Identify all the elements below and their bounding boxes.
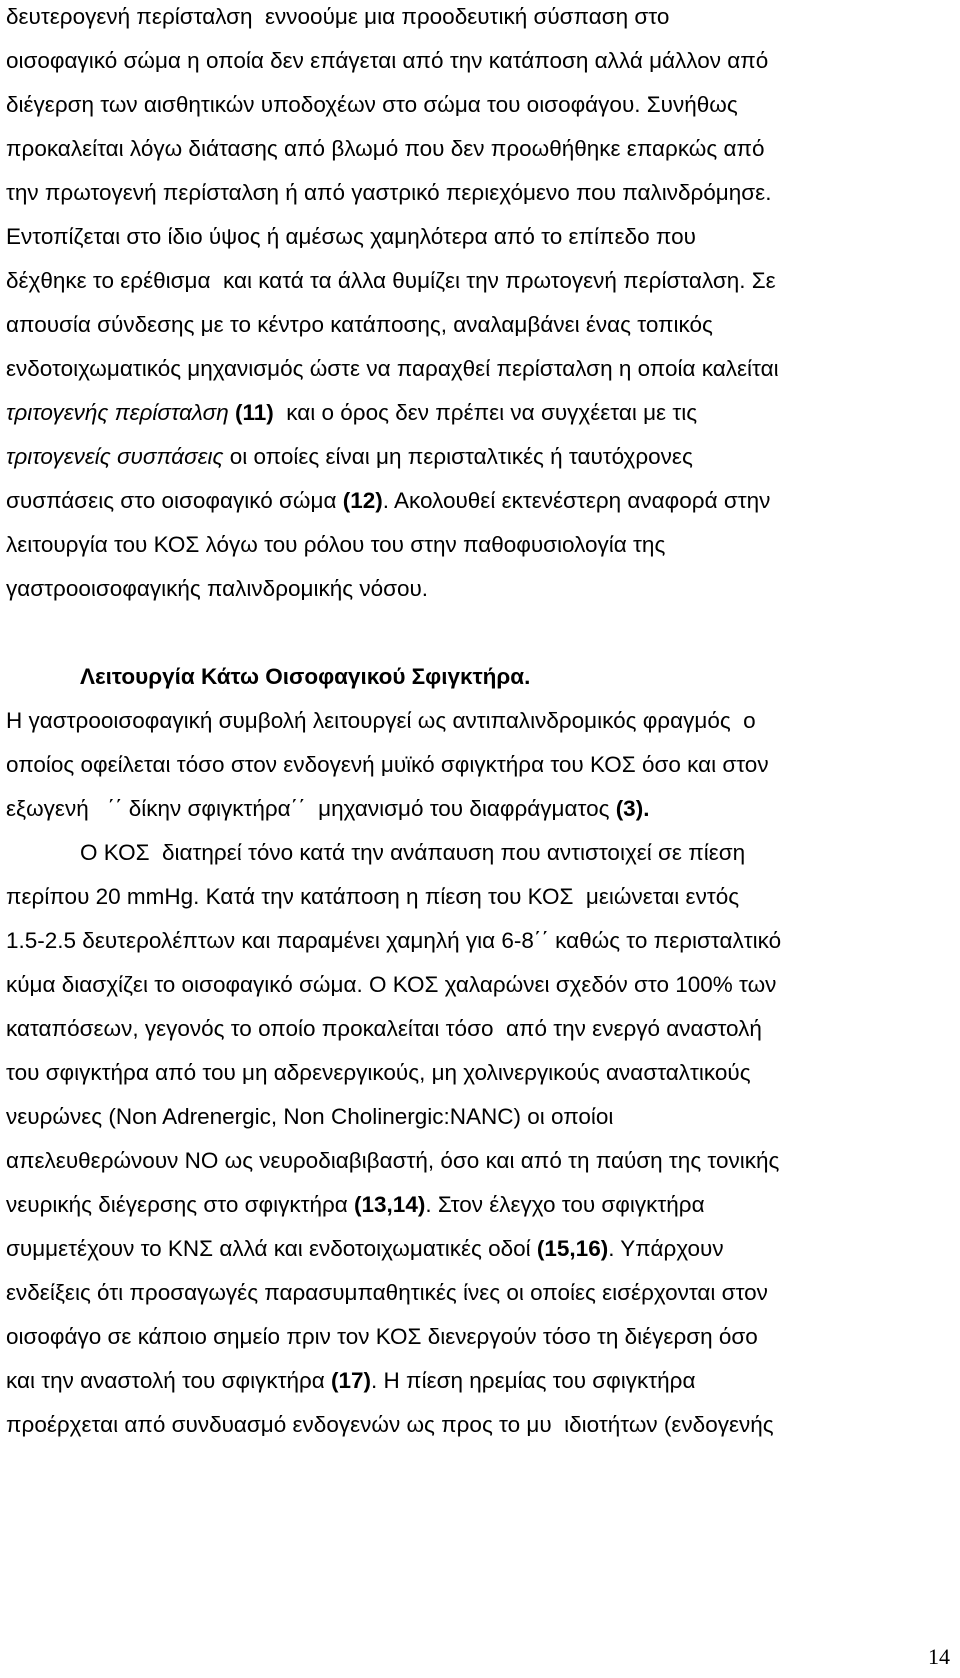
- text-line: [6, 1234, 956, 1264]
- text-line: ενδοτοιχωματικός μηχανισμός ώστε να παραχθεί περίσταλση η οποία καλείται: [6, 356, 779, 381]
- text-segment: .: [643, 796, 650, 821]
- text-line: απουσία σύνδεσης με το κέντρο κατάποσης, αναλαμβάνει ένας τοπικός: [6, 312, 713, 337]
- text-segment: και την αναστολή του σφιγκτήρα: [6, 1368, 332, 1393]
- reference-citation: (13,14): [354, 1192, 426, 1217]
- text-line: οποίος οφείλεται τόσο στον ενδογενή μυϊκό σφιγκτήρα του ΚΟΣ όσο και στον: [6, 752, 769, 777]
- page-number: 14: [928, 1644, 950, 1669]
- text-segment: και ο όρος δεν πρέπει να συγχέεται με τις: [273, 400, 698, 425]
- text-line: δευτερογενή περίσταλση εννοούμε μια προοδευτική σύσπαση στο: [6, 4, 670, 29]
- text-line: 1.5-2.5 δευτερολέπτων και παραμένει χαμηλή για 6-8΄΄ καθώς το περισταλτικό: [6, 928, 782, 953]
- text-line: [6, 486, 956, 516]
- text-line: οισοφαγικό σώμα η οποία δεν επάγεται από την κατάποση αλλά μάλλον από: [6, 48, 769, 73]
- reference-citation: (15,16): [536, 1236, 609, 1261]
- italic-term: τριτογενής περίσταλση: [6, 400, 229, 425]
- text-line: [6, 1190, 956, 1220]
- text-line: [6, 794, 956, 824]
- text-line: λειτουργία του ΚΟΣ λόγω του ρόλου του στην παθοφυσιολογία της: [6, 532, 666, 557]
- reference-citation: (3): [615, 796, 644, 821]
- text-line: προέρχεται από συνδυασμό ενδογενών ως προς το μυ ιδιοτήτων (ενδογενής: [6, 1412, 774, 1437]
- text-line: Η γαστροοισοφαγική συμβολή λειτουργεί ως αντιπαλινδρομικός φραγμός ο: [6, 708, 756, 733]
- text-segment: συμμετέχουν το ΚΝΣ αλλά και ενδοτοιχωματικές οδοί: [6, 1236, 537, 1261]
- text-segment: . Η πίεση ηρεμίας του σφιγκτήρα: [371, 1368, 696, 1393]
- text-segment: . Ακολουθεί εκτενέστερη αναφορά στην: [382, 488, 771, 513]
- text-line: νευρώνες (Non Adrenergic, Non Cholinergic:NANC) οι οποίοι: [6, 1104, 614, 1129]
- reference-citation: (12): [342, 488, 383, 513]
- text-line: Ο ΚΟΣ διατηρεί τόνο κατά την ανάπαυση που αντιστοιχεί σε πίεση: [80, 840, 746, 865]
- text-segment: εξωγενή ΄΄ δίκην σφιγκτήρα΄΄ μηχανισμό του διαφράγματος: [6, 796, 616, 821]
- text-line: Εντοπίζεται στο ίδιο ύψος ή αμέσως χαμηλότερα από το επίπεδο που: [6, 224, 696, 249]
- text-segment: οι οποίες είναι μη περισταλτικές ή ταυτόχρονες: [223, 444, 693, 469]
- text-line: περίπου 20 mmHg. Κατά την κατάποση η πίεση του ΚΟΣ μειώνεται εντός: [6, 884, 740, 909]
- text-line: [6, 1366, 956, 1396]
- text-segment: . Στον έλεγχο του σφιγκτήρα: [425, 1192, 705, 1217]
- text-line: οισοφάγο σε κάποιο σημείο πριν τον ΚΟΣ διενεργούν τόσο τη διέγερση όσο: [6, 1324, 758, 1349]
- text-line: προκαλείται λόγω διάτασης από βλωμό που δεν προωθήθηκε επαρκώς από: [6, 136, 765, 161]
- text-line: ενδείξεις ότι προσαγωγές παρασυμπαθητικές ίνες οι οποίες εισέρχονται στον: [6, 1280, 768, 1305]
- text-segment: συσπάσεις στο οισοφαγικό σώμα: [6, 488, 343, 513]
- text-segment: . Υπάρχουν: [608, 1236, 724, 1261]
- text-line: καταπόσεων, γεγονός το οποίο προκαλείται τόσο από την ενεργό αναστολή: [6, 1016, 762, 1041]
- text-line: [6, 442, 956, 472]
- reference-citation: (11): [235, 400, 274, 425]
- text-line: κύμα διασχίζει το οισοφαγικό σώμα. Ο ΚΟΣ χαλαρώνει σχεδόν στο 100% των: [6, 972, 777, 997]
- text-line: δέχθηκε το ερέθισμα και κατά τα άλλα θυμίζει την πρωτογενή περίσταλση. Σε: [6, 268, 776, 293]
- text-line: απελευθερώνουν ΝΟ ως νευροδιαβιβαστή, όσο και από τη παύση της τονικής: [6, 1148, 780, 1173]
- text-line: του σφιγκτήρα από του μη αδρενεργικούς, μη χολινεργικούς ανασταλτικούς: [6, 1060, 751, 1085]
- italic-term: τριτογενείς συσπάσεις: [6, 444, 224, 469]
- text-line: [6, 398, 956, 428]
- text-line: γαστροοισοφαγικής παλινδρομικής νόσου.: [6, 576, 429, 601]
- text-line: την πρωτογενή περίσταλση ή από γαστρικό περιεχόμενο που παλινδρόμησε.: [6, 180, 772, 205]
- text-line: διέγερση των αισθητικών υποδοχέων στο σώμα του οισοφάγου. Συνήθως: [6, 92, 738, 117]
- section-heading: Λειτουργία Κάτω Οισοφαγικού Σφιγκτήρα.: [80, 664, 531, 689]
- text-segment: νευρικής διέγερσης στο σφιγκτήρα: [6, 1192, 355, 1217]
- reference-citation: (17): [331, 1368, 372, 1393]
